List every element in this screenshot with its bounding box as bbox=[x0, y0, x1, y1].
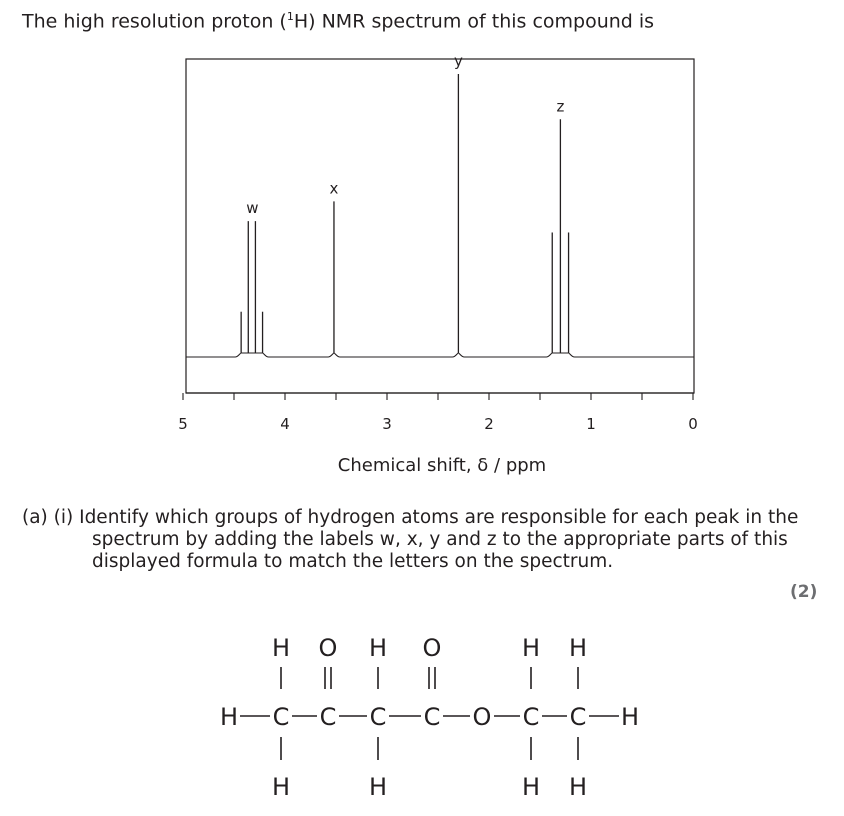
formula-main-atom: O bbox=[472, 703, 492, 731]
tick-label: 2 bbox=[484, 415, 494, 433]
formula-main-atom: C bbox=[272, 703, 290, 731]
peak-labels bbox=[246, 52, 564, 217]
tick-label: 4 bbox=[280, 415, 290, 433]
peak-label-w: w bbox=[246, 199, 259, 218]
formula-top-atom: H bbox=[368, 634, 388, 662]
intro-text-start: The high resolution proton ( bbox=[22, 10, 287, 33]
intro-text-end: H) NMR spectrum of this compound is bbox=[293, 10, 655, 33]
formula-top-atom: O bbox=[318, 634, 338, 662]
intro-superscript: 1 bbox=[286, 10, 294, 23]
tick-label: 5 bbox=[178, 415, 188, 433]
formula-main-atom: C bbox=[369, 703, 387, 731]
formula-main-atom: C bbox=[319, 703, 337, 731]
question-line-1: (a) (i) Identify which groups of hydrogen atoms are responsible for each peak in the bbox=[22, 507, 799, 528]
formula-bottom-atom: H bbox=[521, 773, 541, 801]
tick-label: 3 bbox=[382, 415, 392, 433]
formula-bottom-atom: H bbox=[368, 773, 388, 801]
formula-top-atom: H bbox=[521, 634, 541, 662]
formula-bottom-atom: H bbox=[568, 773, 588, 801]
formula-top-atom: H bbox=[568, 634, 588, 662]
x-axis-tick-labels bbox=[178, 415, 698, 433]
question-line-3 bbox=[22, 551, 812, 573]
formula-main-atom: H bbox=[620, 703, 640, 731]
spectrum-trace bbox=[186, 353, 694, 357]
peak-label-x: x bbox=[329, 179, 339, 198]
x-axis-ticks bbox=[183, 393, 693, 400]
tick-label: 0 bbox=[688, 415, 698, 433]
peak-label-z: z bbox=[556, 97, 565, 116]
question-text bbox=[22, 507, 812, 573]
formula-top-atom: H bbox=[271, 634, 291, 662]
formula-main-atom: H bbox=[219, 703, 239, 731]
tick-label: 1 bbox=[586, 415, 596, 433]
question-line-3-text: displayed formula to match the letters on the spectrum. bbox=[92, 551, 614, 572]
question-line-2 bbox=[22, 529, 812, 551]
peak-lines bbox=[241, 74, 568, 353]
peak-label-y: y bbox=[453, 52, 463, 70]
formula-top-atom: O bbox=[422, 634, 442, 662]
formula-main-atom: C bbox=[423, 703, 441, 731]
formula-bottom-atom: H bbox=[271, 773, 291, 801]
bonds-lower bbox=[281, 737, 578, 760]
formula-main-atom: C bbox=[569, 703, 587, 731]
marks-label: (2) bbox=[790, 582, 818, 602]
x-axis-title: Chemical shift, δ / ppm bbox=[337, 455, 547, 476]
bonds-upper bbox=[281, 667, 578, 689]
formula-main-atom: C bbox=[522, 703, 540, 731]
question-line-2-text: spectrum by adding the labels w, x, y and z to the appropriate parts of this bbox=[92, 529, 788, 550]
